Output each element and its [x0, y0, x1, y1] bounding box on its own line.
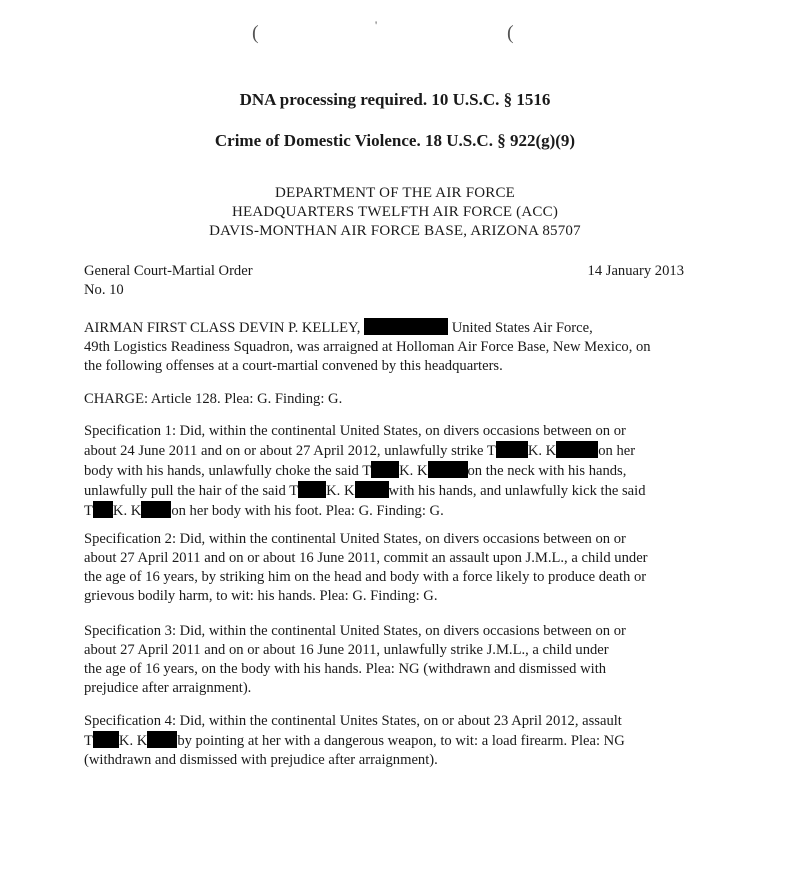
spec2-line-2: about 27 April 2011 and on or about 16 June 2011, commit an assault upon J.M.L., a child under [84, 550, 648, 566]
specification-2 [84, 530, 704, 606]
accused-line-2: 49th Logistics Readiness Squadron, was arraigned at Holloman Air Force Base, New Mexico, on [84, 339, 651, 355]
stray-mark-center: ' [375, 18, 378, 32]
domestic-violence-notice: Crime of Domestic Violence. 18 U.S.C. § 922(g)(9) [214, 131, 576, 150]
spec1-text: T [84, 503, 93, 519]
spec3-line-2: about 27 April 2011 and on or about 16 June 2011, unlawfully strike J.M.L., a child under [84, 642, 609, 658]
department-header [0, 184, 790, 241]
redaction-box [364, 318, 448, 335]
charge-line: CHARGE: Article 128. Plea: G. Finding: G. [84, 391, 343, 407]
spec4-line-3: (withdrawn and dismissed with prejudice after arraignment). [84, 752, 438, 768]
spec1-text: on the neck with his hands, [467, 463, 627, 479]
victim-initials: K. K [399, 463, 428, 479]
spec3-line-4: prejudice after arraignment). [84, 680, 252, 696]
victim-initials: K. K [527, 443, 557, 459]
order-type: General Court-Martial Order [84, 263, 253, 279]
redaction-box [298, 481, 326, 498]
redaction-box [147, 731, 177, 748]
redaction-box [496, 441, 528, 458]
order-number: No. 10 [84, 282, 124, 298]
accused-service: United States Air Force, [451, 320, 593, 336]
redaction-box [556, 441, 598, 458]
spec4-text: by pointing at her with a dangerous weapon, to wit: a load firearm. Plea: NG [177, 733, 625, 749]
spec1-text: about 24 June 2011 and on or about 27 April 2012, unlawfully strike T [84, 443, 496, 459]
stray-mark-left: ( [252, 22, 259, 44]
base-name: DAVIS-MONTHAN AIR FORCE BASE, ARIZONA 85707 [209, 223, 581, 239]
stray-mark-right: ( [507, 22, 514, 44]
spec1-text: unlawfully pull the hair of the said T [84, 483, 299, 499]
specification-3 [84, 622, 704, 698]
redaction-box [428, 461, 468, 478]
dna-notice: DNA processing required. 10 U.S.C. § 1516 [239, 90, 551, 109]
redaction-box [93, 501, 113, 518]
spec3-line-3: the age of 16 years, on the body with his hands. Plea: NG (withdrawn and dismissed with [84, 661, 607, 677]
redaction-box [93, 731, 119, 748]
redaction-box [141, 501, 171, 518]
victim-initials: K. K [112, 503, 142, 519]
spec2-line-1: Specification 2: Did, within the continental United States, on divers occasions between on or [84, 531, 626, 547]
specification-1 [84, 422, 704, 521]
spec4-line-1: Specification 4: Did, within the continental Unites States, on or about 23 April 2012, assault [84, 713, 622, 729]
accused-paragraph [84, 318, 704, 376]
redaction-box [355, 481, 389, 498]
spec1-text: with his hands, and unlawfully kick the said [388, 483, 646, 499]
accused-line-3: the following offenses at a court-martial convened by this headquarters. [84, 358, 503, 374]
spec3-line-1: Specification 3: Did, within the continental United States, on divers occasions between on or [84, 623, 626, 639]
accused-name: AIRMAN FIRST CLASS DEVIN P. KELLEY, [84, 320, 361, 336]
department-name: DEPARTMENT OF THE AIR FORCE [274, 185, 516, 201]
spec4-text: T [84, 733, 93, 749]
victim-initials: K. K [118, 733, 148, 749]
spec1-text: body with his hands, unlawfully choke the said T [84, 463, 372, 479]
spec2-line-4: grievous bodily harm, to wit: his hands. Plea: G. Finding: G. [84, 588, 438, 604]
order-date: 14 January 2013 [587, 263, 684, 279]
headquarters-name: HEADQUARTERS TWELFTH AIR FORCE (ACC) [231, 204, 559, 220]
spec1-line-1: Specification 1: Did, within the continental United States, on divers occasions between on or [84, 423, 626, 439]
specification-4 [84, 712, 704, 770]
redaction-box [371, 461, 399, 478]
spec1-text: on her [598, 443, 636, 459]
spec2-line-3: the age of 16 years, by striking him on the head and body with a force likely to produce death or [84, 569, 647, 585]
victim-initials: K. K [326, 483, 355, 499]
spec1-text: on her body with his foot. Plea: G. Finding: G. [171, 503, 444, 519]
